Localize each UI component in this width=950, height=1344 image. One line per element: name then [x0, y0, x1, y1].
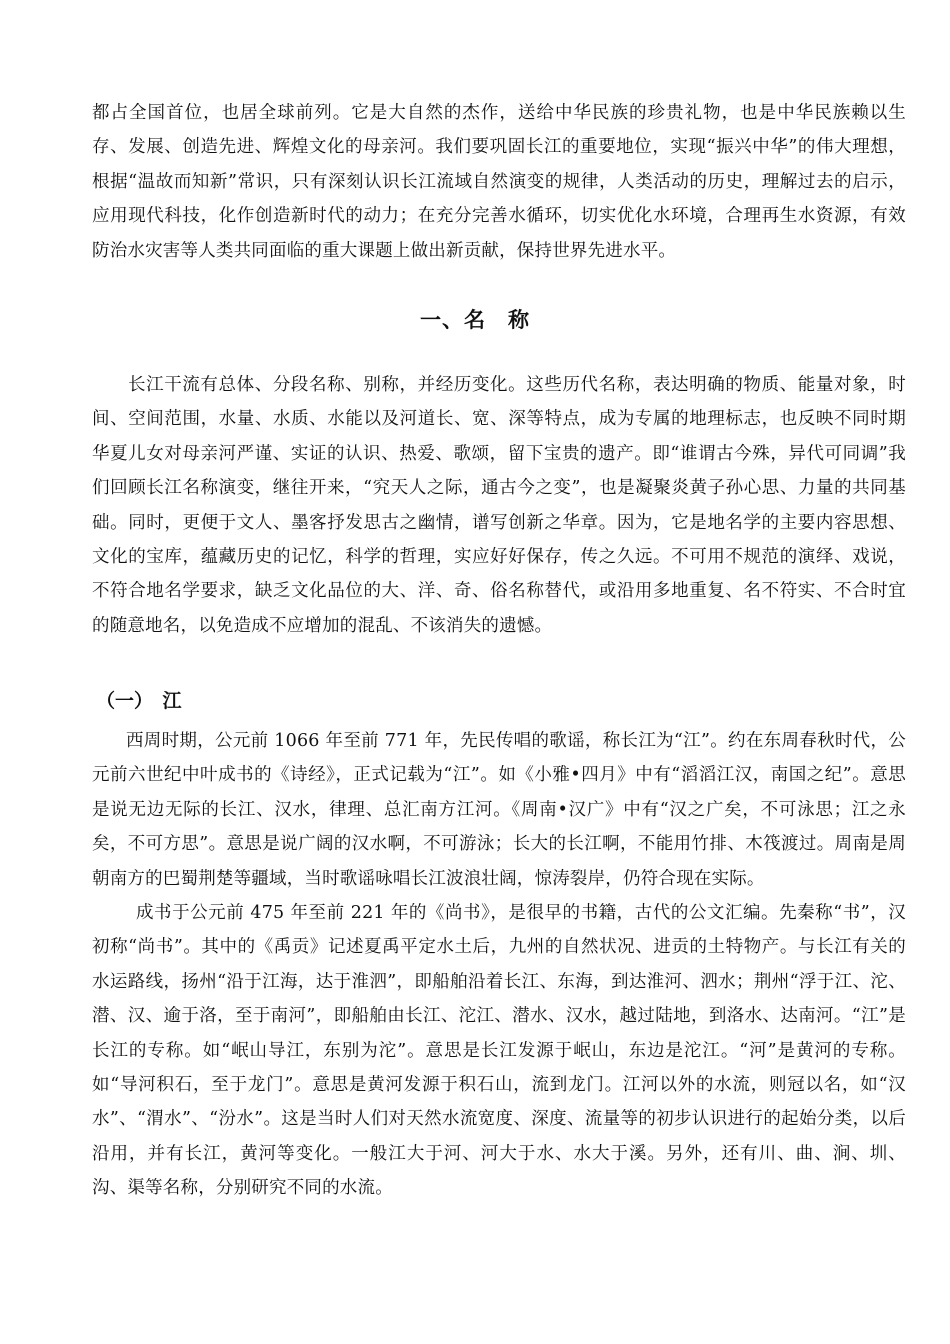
- jiang-paragraph-1: 西周时期，公元前 1066 年至前 771 年，先民传唱的歌谣，称长江为“江”。约在东周春秋时代，公元前六世纪中叶成书的《诗经》，正式记载为“江”。如《小雅•四月》中有“滔滔江汉，南国之纪”。意思是说无边无际的长江、汉水，律理、总汇南方江河。《周南•汉广》中有“汉之广矣，不可泳思；江之永矣，不可方思”。意思是说广阔的汉水啊，不可游泳；长大的长江啊，不能用竹排、木筏渡过。周南是周朝南方的巴蜀荆楚等疆域，当时歌谣咏唱长江波浪壮阔，惊涛裂岸，仍符合现在实际。: [92, 731, 906, 889]
- names-paragraph: 长江干流有总体、分段名称、别称，并经历变化。这些历代名称，表达明确的物质、能量对象，时间、空间范围，水量、水质、水能以及河道长、宽、深等特点，成为专属的地理标志，也反映不同时期华夏儿女对母亲河严谨、实证的认识、热爱、歌颂，留下宝贵的遗产。即“谁谓古今殊，异代可同调”我们回顾长江名称演变，继往开来，“究天人之际，通古今之变”，也是凝聚炎黄子孙心思、力量的共同基础。同时，更便于文人、墨客抒发思古之幽情，谱写创新之华章。因为，它是地名学的主要内容思想、文化的宝库，蕴藏历史的记忆，科学的哲理，实应好好保存，传之久远。不可用不规范的演绎、戏说，不符合地名学要求，缺乏文化品位的大、洋、奇、俗名称替代，或沿用多地重复、名不符实、不合时宜的随意地名，以免造成不应增加的混乱、不该消失的遗憾。: [92, 375, 906, 636]
- intro-paragraph: 都占全国首位，也居全球前列。它是大自然的杰作，送给中华民族的珍贵礼物，也是中华民族赖以生存、发展、创造先进、辉煌文化的母亲河。我们要巩固长江的重要地位，实现“振兴中华”的伟大理想，根据“温故而知新”常识，只有深刻认识长江流域自然演变的规律，人类活动的历史，理解过去的启示，应用现代科技，化作创造新时代的动力；在充分完善水循环，切实优化水环境，合理再生水资源，有效防治水灾害等人类共同面临的重大课题上做出新贡献，保持世界先进水平。: [92, 103, 906, 261]
- subsection-title: （一） 江: [96, 690, 182, 712]
- jiang-paragraph-2: 成书于公元前 475 年至前 221 年的《尚书》，是很早的书籍，古代的公文汇编。先秦称“书”，汉初称“尚书”。其中的《禹贡》记述夏禹平定水土后，九州的自然状况、进贡的土特物产。与长江有关的水运路线，扬州“沿于江海，达于淮泗”，即船舶沿着长江、东海，到达淮河、泗水；荆州“浮于江、沱、潜、汉、逾于洛，至于南河”，即船舶由长江、沱江、潜水、汉水，越过陆地，到洛水、达南河。“江”是长江的专称。如“岷山导江，东别为沱”。意思是长江发源于岷山，东边是沱江。“河”是黄河的专称。如“导河积石，至于龙门”。意思是黄河发源于积石山，流到龙门。江河以外的水流，则冠以名，如“汉水”、“渭水”、“汾水”。这是当时人们对天然水流宽度、深度、流量等的初步认识进行的起始分类，以后沿用，并有长江，黄河等变化。一般江大于河、河大于水、水大于溪。另外，还有川、曲、涧、圳、沟、渠等名称，分别研究不同的水流。: [92, 903, 906, 1199]
- section-title: 一、名 称: [420, 308, 530, 332]
